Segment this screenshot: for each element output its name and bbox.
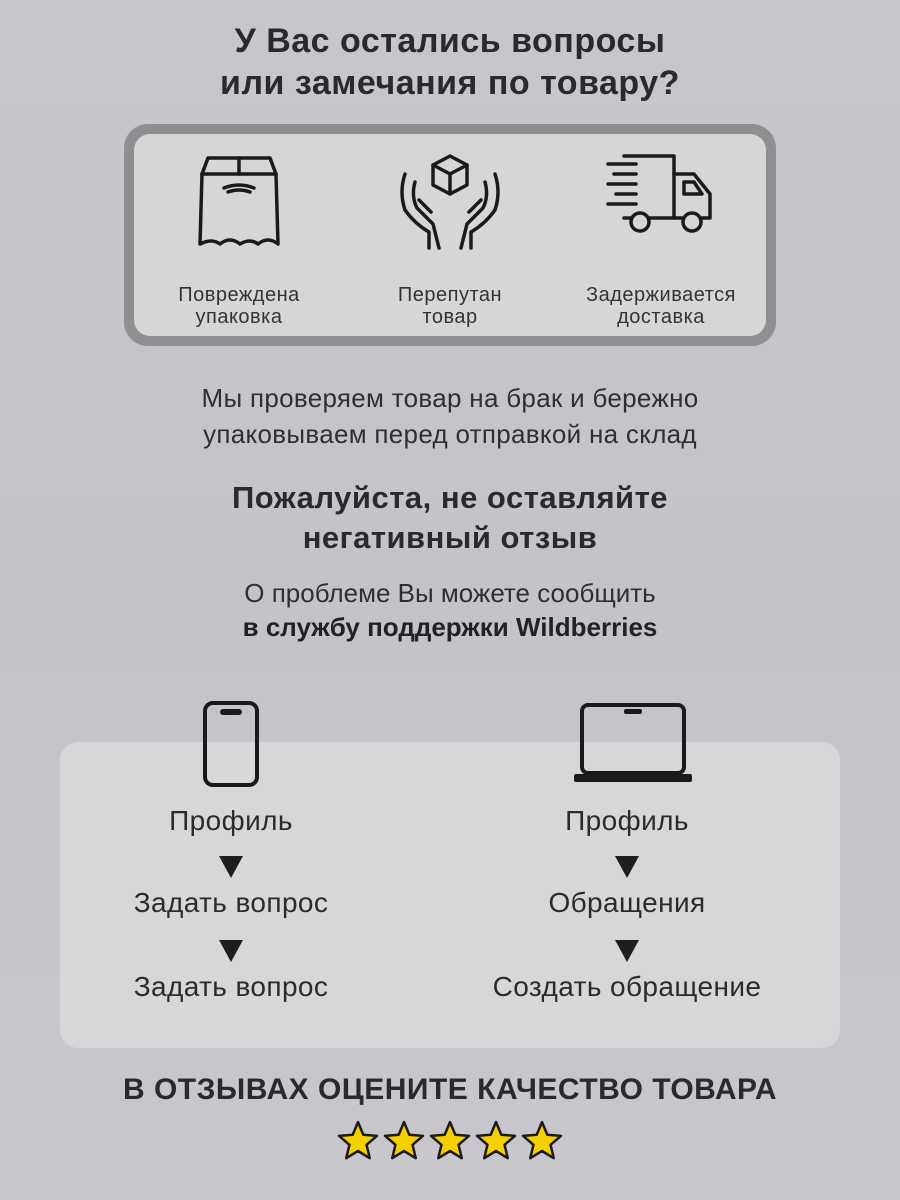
star-icon — [474, 1120, 518, 1164]
star-icon — [428, 1120, 472, 1164]
info-text — [0, 380, 900, 452]
title-line-1: У Вас остались вопросы — [234, 22, 666, 60]
star-icon — [382, 1120, 426, 1164]
hands-box-icon — [395, 152, 505, 252]
desktop-step-1: Профиль — [565, 805, 689, 836]
issue-damaged-packaging — [134, 134, 344, 336]
support-line-1: О проблеме Вы можете сообщить — [244, 578, 656, 608]
plea-line-1: Пожалуйста, не оставляйте — [231, 480, 669, 515]
issues-card — [124, 124, 776, 346]
plea-heading — [0, 478, 900, 558]
delivery-truck-icon — [606, 152, 716, 242]
desktop-step-2: Обращения — [548, 887, 706, 918]
support-line-2: в службу поддержки Wildberries — [242, 612, 658, 642]
issue-label-2a: Перепутан — [397, 284, 503, 306]
issues-card-inner — [134, 134, 766, 336]
issue-label-3b: доставка — [617, 306, 705, 328]
smartphone-icon — [202, 700, 260, 788]
rate-prompt: В ОТЗЫВАХ ОЦЕНИТЕ КАЧЕСТВО ТОВАРА — [122, 1073, 778, 1106]
issue-wrong-item — [345, 134, 555, 336]
down-arrow-icon — [615, 856, 639, 878]
laptop-icon — [572, 702, 694, 784]
star-icon — [336, 1120, 380, 1164]
down-arrow-icon — [615, 940, 639, 962]
issue-delivery-delay — [556, 134, 766, 336]
down-arrow-icon — [219, 940, 243, 962]
plea-line-2: негативный отзыв — [302, 520, 598, 555]
issue-label-1a: Повреждена — [178, 284, 300, 306]
star-icon — [520, 1120, 564, 1164]
desktop-step-3: Создать обращение — [492, 971, 762, 1002]
page-title — [0, 20, 900, 104]
rating-stars — [0, 1120, 900, 1169]
title-line-2: или замечания по товару? — [220, 64, 680, 102]
down-arrow-icon — [219, 856, 243, 878]
mobile-step-2: Задать вопрос — [133, 887, 329, 918]
mobile-step-3: Задать вопрос — [133, 971, 329, 1002]
issue-label-1b: упаковка — [195, 306, 283, 328]
info-line-2: упаковываем перед отправкой на склад — [203, 419, 697, 449]
issue-label-2b: товар — [422, 306, 478, 328]
issue-label-3a: Задерживается — [586, 284, 736, 306]
mobile-step-1: Профиль — [169, 805, 293, 836]
damaged-box-icon — [194, 152, 284, 252]
info-line-1: Мы проверяем товар на брак и бережно — [201, 383, 699, 413]
